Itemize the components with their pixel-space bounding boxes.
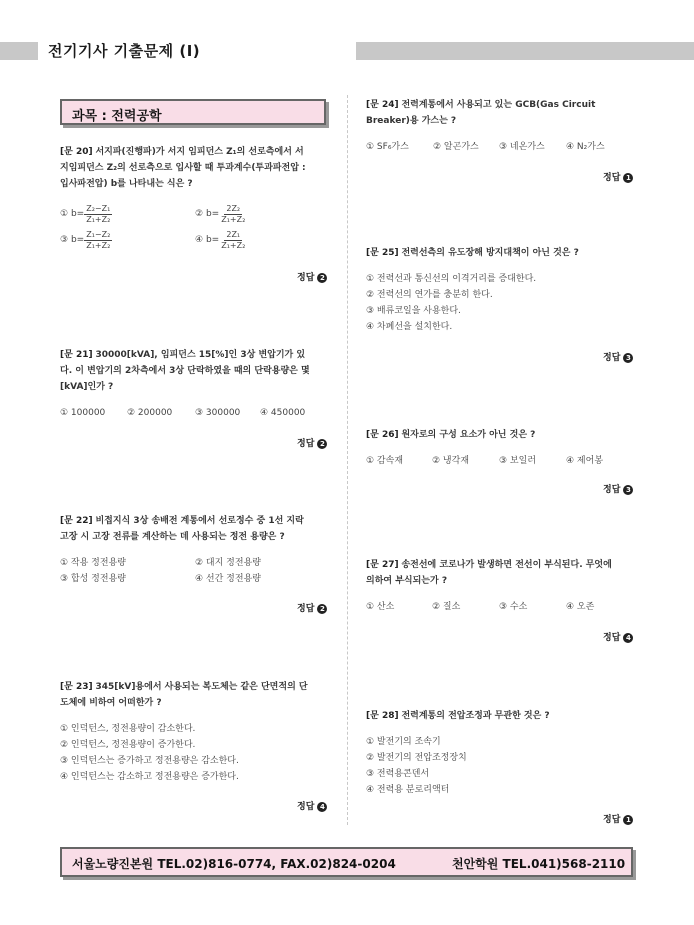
options <box>60 555 330 587</box>
question-number: [문 28] <box>366 711 399 721</box>
option-4: ④ b= $\frac{\text{2Z₁}}{\text{Z₁+Z₂}}$ <box>195 229 246 250</box>
question-22 <box>60 513 330 587</box>
answer-number: 2 <box>317 604 327 614</box>
question-25 <box>366 245 636 335</box>
question-text-line: 의하여 부식되는가 ? <box>366 576 448 586</box>
question-26 <box>366 427 636 469</box>
question-text-line: 도체에 비하여 어떠한가 ? <box>60 698 162 708</box>
answer-number: 2 <box>317 273 327 283</box>
option-1: ① b= $\frac{\text{Z₂−Z₁}}{\text{Z₁+Z₂}}$ <box>60 203 111 224</box>
answer: 정답 1 <box>603 812 633 825</box>
option-4: ④ 전력용 분로리액터 <box>366 785 450 795</box>
answer-number: 4 <box>623 633 633 643</box>
question-number: [문 27] <box>366 560 399 570</box>
option-1: ① 작용 정전용량 <box>60 558 126 568</box>
answer: 정답 4 <box>297 799 327 812</box>
question-number: [문 26] <box>366 430 399 440</box>
option-4: ④ 인덕턴스는 감소하고 정전용량은 증가한다. <box>60 772 239 782</box>
question-number: [문 20] <box>60 147 93 157</box>
answer-number: 4 <box>317 802 327 812</box>
option-1: ① 전력선과 통신선의 이격거리를 증대한다. <box>366 274 537 284</box>
question-text-line: 서지파(진행파)가 서지 임피던스 Z₁의 선로측에서 서 <box>95 147 304 157</box>
options <box>60 202 330 252</box>
option-4: ④ N₂가스 <box>566 142 605 152</box>
option-4: ④ 선간 정전용량 <box>195 574 261 584</box>
answer: 정답 4 <box>603 630 633 643</box>
option-4: ④ 차폐선을 설치한다. <box>366 322 453 332</box>
header-bar-right <box>356 42 694 60</box>
option-3: ③ b= $\frac{\text{Z₁−Z₂}}{\text{Z₁+Z₂}}$ <box>60 229 111 250</box>
option-1: ① SF₆가스 <box>366 142 409 152</box>
question-21 <box>60 347 330 421</box>
footer-cheonan-contact: 천안학원 TEL.041)568-2110 <box>452 857 626 871</box>
option-1: ① 인덕턴스, 정전용량이 감소한다. <box>60 724 196 734</box>
subject-label: 과목 : 전력공학 <box>72 109 162 124</box>
options <box>60 405 330 421</box>
option-3: ③ 네온가스 <box>499 142 545 152</box>
options <box>366 734 636 798</box>
column-divider <box>347 95 348 825</box>
option-2: ② 전력선의 연가를 충분히 한다. <box>366 290 493 300</box>
options <box>60 721 330 785</box>
question-text-line: 송전선에 코로나가 발생하면 전선이 부식된다. 무엇에 <box>401 560 612 570</box>
question-number: [문 22] <box>60 516 93 526</box>
question-28 <box>366 708 636 798</box>
option-1: ① 발전기의 조속기 <box>366 737 441 747</box>
question-text-line: 전력선측의 유도장해 방지대책이 아닌 것은 ? <box>401 248 579 258</box>
option-2: ② 대지 정전용량 <box>195 558 261 568</box>
options <box>366 599 636 615</box>
answer: 정답 3 <box>603 350 633 363</box>
option-2: ② 발전기의 전압조정장치 <box>366 753 467 763</box>
option-1: ① 감속재 <box>366 456 404 466</box>
question-number: [문 23] <box>60 682 93 692</box>
question-text-line: 30000[kVA], 임피던스 15[%]인 3상 변압기가 있 <box>95 350 306 360</box>
question-20 <box>60 144 330 252</box>
answer: 정답 2 <box>297 436 327 449</box>
question-text-line: 다. 이 변압기의 2차측에서 3상 단락하였을 때의 단락용량은 몇 <box>60 366 310 376</box>
option-3: ③ 배류코일을 사용한다. <box>366 306 461 316</box>
answer-number: 3 <box>623 485 633 495</box>
option-2: ② 인덕턴스, 정전용량이 증가한다. <box>60 740 196 750</box>
question-text-line: 전력계통에서 사용되고 있는 GCB(Gas Circuit <box>401 100 596 110</box>
option-1: ① 산소 <box>366 602 395 612</box>
question-text-line: 비접지식 3상 송배전 계통에서 선로정수 중 1선 지락 <box>95 516 304 526</box>
page-title: 전기기사 기출문제 (Ⅰ) <box>48 42 201 60</box>
option-4: ④ 제어봉 <box>566 456 604 466</box>
question-text-line: 전력계통의 전압조정과 무관한 것은 ? <box>401 711 550 721</box>
option-3: ③ 인덕턴스는 증가하고 정전용량은 감소한다. <box>60 756 239 766</box>
subject-box <box>60 99 326 125</box>
question-number: [문 25] <box>366 248 399 258</box>
option-2: ② 냉각재 <box>432 456 470 466</box>
answer: 정답 2 <box>297 270 327 283</box>
options <box>366 453 636 469</box>
answer-number: 1 <box>623 173 633 183</box>
question-27 <box>366 557 636 615</box>
question-text-line: Breaker)용 가스는 ? <box>366 116 457 126</box>
question-text-line: 지임피던스 Z₂의 선로측으로 입사할 때 투과계수(투과파전압 : <box>60 163 306 173</box>
options <box>366 271 636 335</box>
question-text-line: 원자로의 구성 요소가 아닌 것은 ? <box>401 430 536 440</box>
answer-number: 3 <box>623 353 633 363</box>
question-text-line: 345[kV]용에서 사용되는 복도체는 같은 단면적의 단 <box>95 682 308 692</box>
option-3: ③ 합성 정전용량 <box>60 574 126 584</box>
question-24 <box>366 97 636 155</box>
option-1: ① 100000 <box>60 408 106 418</box>
answer-number: 2 <box>317 439 327 449</box>
footer-seoul-contact: 서울노량진본원 TEL.02)816-0774, FAX.02)824-0204 <box>72 857 396 871</box>
header-bar-left <box>0 42 38 60</box>
option-2: ② 알곤가스 <box>433 142 479 152</box>
question-number: [문 24] <box>366 100 399 110</box>
answer: 정답 1 <box>603 170 633 183</box>
option-3: ③ 전력용콘덴서 <box>366 769 430 779</box>
answer-number: 1 <box>623 815 633 825</box>
question-text-line: 고장 시 고장 전류를 계산하는 데 사용되는 정전 용량은 ? <box>60 532 285 542</box>
answer: 정답 2 <box>297 601 327 614</box>
options <box>366 139 636 155</box>
option-3: ③ 보일러 <box>499 456 537 466</box>
option-4: ④ 450000 <box>260 408 306 418</box>
option-3: ③ 수소 <box>499 602 528 612</box>
option-4: ④ 오존 <box>566 602 595 612</box>
question-number: [문 21] <box>60 350 93 360</box>
question-text-line: [kVA]인가 ? <box>60 382 114 392</box>
answer: 정답 3 <box>603 482 633 495</box>
question-text-line: 입사파전압) b를 나타내는 식은 ? <box>60 179 193 189</box>
footer-contact-box <box>60 847 633 877</box>
option-2: ② 질소 <box>432 602 461 612</box>
option-3: ③ 300000 <box>195 408 241 418</box>
option-2: ② b= $\frac{\text{2Z₂}}{\text{Z₁+Z₂}}$ <box>195 203 246 224</box>
question-23 <box>60 679 330 785</box>
option-2: ② 200000 <box>127 408 173 418</box>
